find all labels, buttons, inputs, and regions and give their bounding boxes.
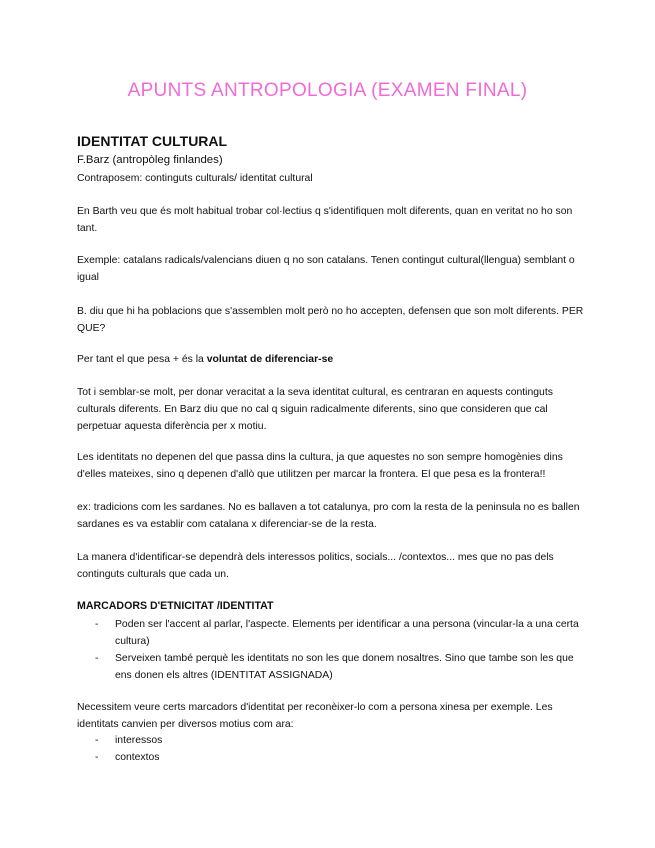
list-item-text: Serveixen també perquè les identitats no son les que donem nosaltres. Sino que tambe son les que ens donen els altres (IDENTITAT ASSIGNADA) xyxy=(115,653,574,681)
section-heading-identitat-cultural: IDENTITAT CULTURAL xyxy=(77,133,228,149)
paragraph-frontera: Les identitats no depenen del que passa dins la cultura, ja que aquestes no son sempre homogènies dins d'elles mateixes, sino q depenen d'allò que utilitzen per marcar la frontera. El que pesa es la frontera!! xyxy=(77,452,563,480)
voluntat-prefix: Per tant el que pesa + és la xyxy=(77,354,207,365)
paragraph-barth: En Barth veu que és molt habitual trobar col·lectius q s'identifiquen molt diferents, quan en veritat no ho son tant. xyxy=(77,206,573,234)
paragraph-example: Exemple: catalans radicals/valencians diuen q no son catalans. Tenen contingut cultural(llengua) semblant o igual xyxy=(77,255,575,283)
list-item xyxy=(77,749,587,766)
paragraph-voluntat xyxy=(77,351,587,368)
reasons-list xyxy=(77,732,587,766)
paragraph-question: B. diu que hi ha poblacions que s'assemblen molt però no ho accepten, defensen que son molt diferents. PER QUE? xyxy=(77,306,584,334)
bullet-dash: - xyxy=(95,735,99,746)
marcadors-list xyxy=(77,616,587,684)
author-line: F.Barz (antropòleg finlandes) xyxy=(77,154,223,166)
paragraph-veracitat: Tot i semblar-se molt, per donar veracitat a la seva identitat cultural, es centraran en aquests continguts culturals diferents. En Barz diu que no cal q siguin radicalmente diferents, sino que consideren que cal perpetuar aquesta diferència per x motiu. xyxy=(77,387,553,432)
voluntat-bold: voluntat de diferenciar-se xyxy=(206,354,334,365)
paragraph-necessitem: Necessitem veure certs marcadors d'identitat per reconèixer-lo com a persona xinesa per exemple. Les identitats canvien per diversos motius com ara: xyxy=(77,702,553,730)
paragraph-sardanes: ex: tradicions com les sardanes. No es ballaven a tot catalunya, pro com la resta de la peninsula no es ballen sardanes es va establir com catalana x diferenciar-se de la resta. xyxy=(77,502,580,530)
list-item-text: Poden ser l'accent al parlar, l'aspecte. Elements per identificar a una persona (vincular-la a una certa cultura) xyxy=(115,619,579,647)
list-item-text: contextos xyxy=(115,752,160,763)
bullet-dash: - xyxy=(95,653,99,664)
list-item xyxy=(77,616,587,650)
paragraph-interessos: La manera d'identificar-se dependrà dels interessos politics, socials... /contextos... mes que no pas dels continguts culturals que cada un. xyxy=(77,552,554,580)
list-item xyxy=(77,650,587,684)
page-title: APUNTS ANTROPOLOGIA (EXAMEN FINAL) xyxy=(127,80,528,101)
section-heading-marcadors: MARCADORS D'ETNICITAT /IDENTITAT xyxy=(77,600,274,612)
list-item-text: interessos xyxy=(115,735,163,746)
list-item xyxy=(77,732,587,749)
bullet-dash: - xyxy=(95,619,99,630)
contrast-line: Contraposem: continguts culturals/ identitat cultural xyxy=(77,173,313,184)
bullet-dash: - xyxy=(95,752,99,763)
